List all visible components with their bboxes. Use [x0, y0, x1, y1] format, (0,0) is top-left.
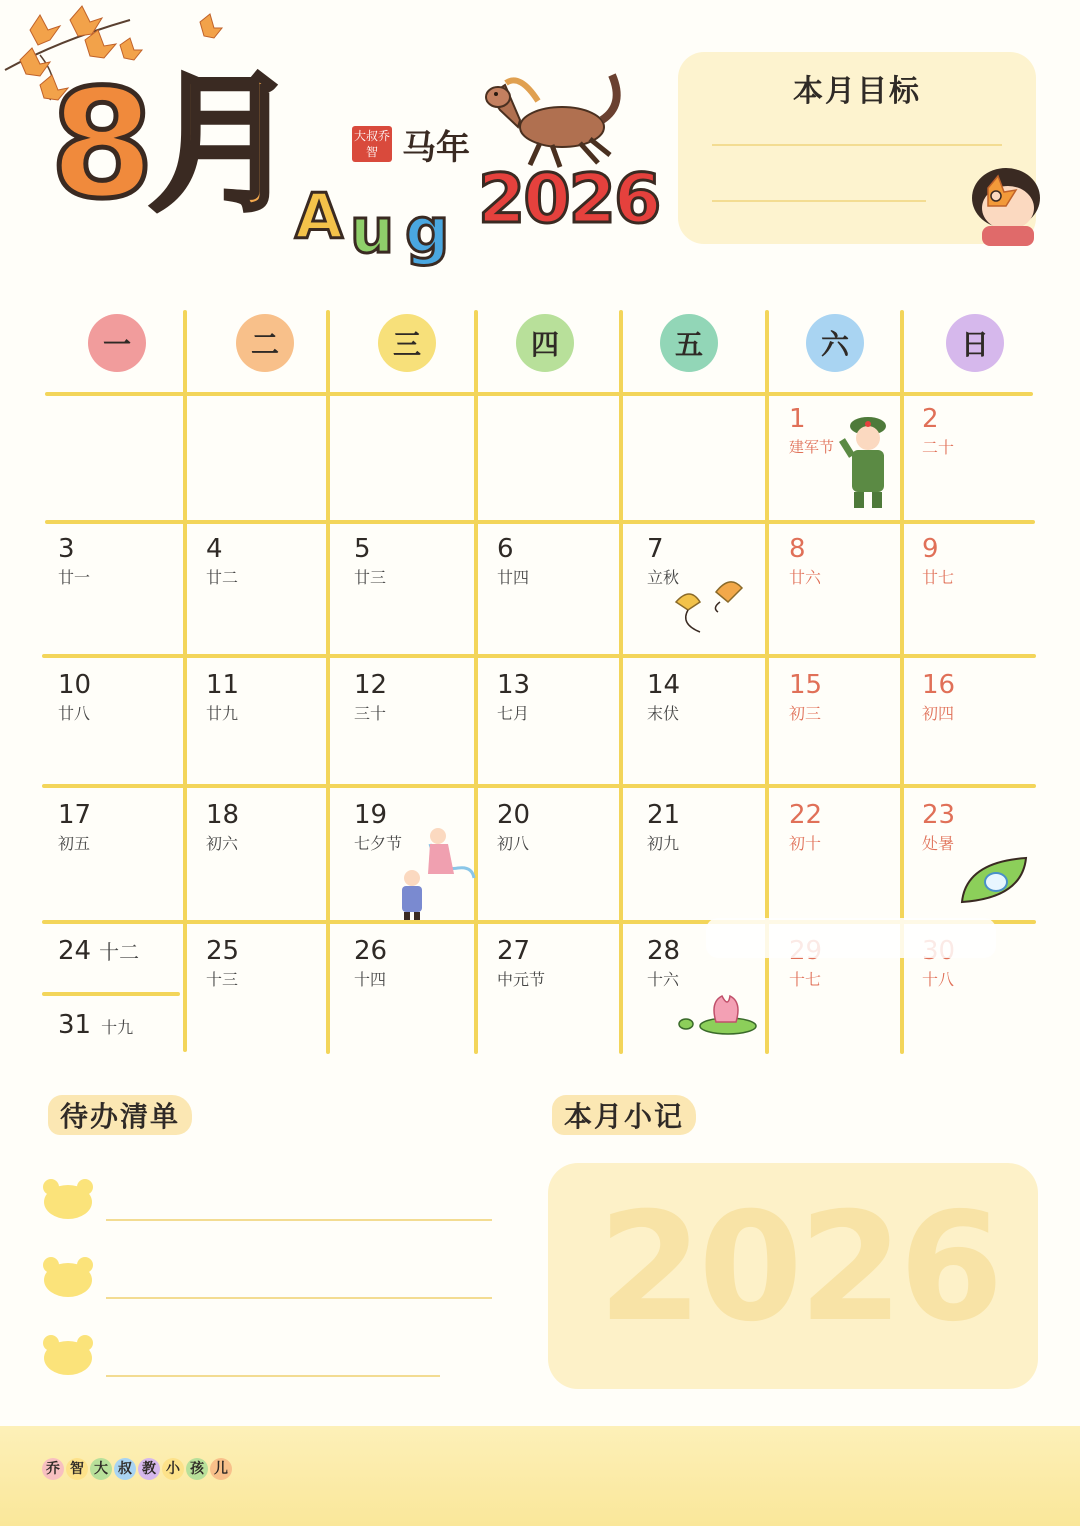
- lunar-date: 末伏: [647, 704, 680, 723]
- lunar-date: 初四: [922, 704, 955, 723]
- grid-line: [326, 310, 330, 1054]
- day-number: 13: [497, 670, 531, 700]
- day-cell[interactable]: [58, 672, 91, 722]
- lunar-date: 初十: [789, 834, 822, 853]
- lunar-date: 廿一: [58, 568, 91, 587]
- day-number: 14: [647, 670, 681, 700]
- day-number: 15: [789, 670, 823, 700]
- day-number: 1: [789, 404, 806, 434]
- lunar-date: 廿三: [354, 568, 387, 587]
- day-number: 17: [58, 800, 92, 830]
- day-cell[interactable]: [789, 672, 822, 722]
- seal-stamp: 大叔乔智: [352, 126, 392, 162]
- day-number: 26: [354, 936, 388, 966]
- grid-line: [42, 654, 1036, 658]
- day-number: 4: [206, 534, 223, 564]
- day-cell[interactable]: [789, 536, 821, 586]
- day-number: 16: [922, 670, 956, 700]
- grid-line: [474, 310, 478, 1054]
- day-cell[interactable]: [922, 406, 954, 456]
- day-number: 25: [206, 936, 240, 966]
- day-cell[interactable]: [58, 802, 91, 852]
- weekday-label: 三: [378, 314, 436, 372]
- day-cell[interactable]: [354, 672, 387, 722]
- goal-line[interactable]: [712, 200, 926, 202]
- lunar-date: 初三: [789, 704, 822, 723]
- day-cell[interactable]: [497, 938, 545, 988]
- goal-line[interactable]: [712, 144, 1002, 146]
- lunar-date: 十七: [789, 970, 822, 989]
- todo-title: 待办清单: [48, 1095, 192, 1135]
- day-number: 6: [497, 534, 514, 564]
- day-cell[interactable]: [58, 938, 139, 964]
- memo-panel[interactable]: [548, 1163, 1038, 1389]
- todo-line[interactable]: [106, 1375, 440, 1377]
- todo-line[interactable]: [106, 1219, 492, 1221]
- day-cell[interactable]: [647, 672, 680, 722]
- day-cell[interactable]: [206, 802, 239, 852]
- lunar-date: 廿六: [789, 568, 822, 587]
- day-cell[interactable]: [206, 536, 238, 586]
- lunar-date: 中元节: [497, 970, 546, 989]
- weekday-label: 日: [946, 314, 1004, 372]
- grid-line: [42, 784, 1036, 788]
- day-cell[interactable]: [354, 938, 387, 988]
- weekday-label: 四: [516, 314, 574, 372]
- day-cell[interactable]: [647, 938, 680, 988]
- day-cell[interactable]: [497, 802, 530, 852]
- day-number: 21: [647, 800, 681, 830]
- lunar-date: 廿二: [206, 568, 239, 587]
- day-number: 20: [497, 800, 531, 830]
- day-cell[interactable]: [922, 536, 954, 586]
- grid-line: [183, 310, 187, 1052]
- watermark-overlay: [706, 918, 996, 958]
- lunar-date: 七月: [497, 704, 530, 723]
- day-number: 24: [58, 936, 92, 966]
- day-cell[interactable]: [789, 406, 834, 455]
- brand-char: 儿: [210, 1458, 232, 1480]
- ginkgo-leaves-icon: [660, 572, 746, 638]
- day-cell[interactable]: [58, 1012, 133, 1038]
- day-number: 22: [789, 800, 823, 830]
- day-number: 11: [206, 670, 240, 700]
- leaf-icon: [956, 852, 1032, 910]
- brand-char: 教: [138, 1458, 160, 1480]
- day-number: 3: [58, 534, 75, 564]
- lunar-date: 十三: [206, 970, 239, 989]
- horse-illustration: [480, 65, 630, 175]
- bear-head-icon: [42, 1256, 94, 1298]
- brand-char: 小: [162, 1458, 184, 1480]
- soldier-saluting-icon: [838, 412, 900, 512]
- year-label: 2026: [478, 160, 660, 239]
- grid-line: [45, 392, 1033, 396]
- day-cell[interactable]: [206, 672, 239, 722]
- memo-title: 本月小记: [552, 1095, 696, 1135]
- grid-line: [42, 992, 180, 996]
- lunar-date: 廿四: [497, 568, 530, 587]
- zodiac-label: 马年: [402, 128, 470, 168]
- lunar-date: 七夕节: [354, 834, 403, 853]
- day-number: 8: [789, 534, 806, 564]
- footer-brand: [42, 1458, 232, 1480]
- day-number: 5: [354, 534, 371, 564]
- day-cell[interactable]: [789, 802, 822, 852]
- brand-char: 孩: [186, 1458, 208, 1480]
- day-number: 19: [354, 800, 388, 830]
- lunar-date: 十六: [647, 970, 680, 989]
- lunar-date: 初五: [58, 834, 91, 853]
- lunar-date: 三十: [354, 704, 387, 723]
- day-number: 7: [647, 534, 664, 564]
- day-cell[interactable]: [647, 802, 680, 852]
- grid-line: [45, 520, 1035, 524]
- day-cell[interactable]: [497, 536, 529, 586]
- day-number: 12: [354, 670, 388, 700]
- brand-char: 智: [66, 1458, 88, 1480]
- day-number: 28: [647, 936, 681, 966]
- aug-letters-decoration: A u g: [295, 180, 450, 267]
- bear-head-icon: [42, 1334, 94, 1376]
- lunar-date: 处暑: [922, 834, 955, 853]
- lunar-date: 初九: [647, 834, 680, 853]
- day-number: 27: [497, 936, 531, 966]
- day-number: 31: [58, 1010, 92, 1040]
- bear-head-icon: [42, 1178, 94, 1220]
- qixi-couple-icon: [388, 822, 478, 922]
- lotus-icon: [676, 988, 758, 1038]
- day-number: 18: [206, 800, 240, 830]
- girl-with-leaf-illustration: [958, 162, 1048, 246]
- lunar-date: 建军节: [789, 438, 835, 456]
- lunar-date: 十二: [99, 940, 140, 964]
- day-number: 9: [922, 534, 939, 564]
- lunar-date: 初六: [206, 834, 239, 853]
- day-number: 2: [922, 404, 939, 434]
- day-cell[interactable]: [922, 802, 955, 852]
- lunar-date: 廿七: [922, 568, 955, 587]
- goal-title: 本月目标: [793, 74, 921, 109]
- weekday-label: 六: [806, 314, 864, 372]
- lunar-date: 初八: [497, 834, 530, 853]
- todo-line[interactable]: [106, 1297, 492, 1299]
- weekday-label: 二: [236, 314, 294, 372]
- lunar-date: 廿八: [58, 704, 91, 723]
- grid-line: [619, 310, 623, 1054]
- day-number: 10: [58, 670, 92, 700]
- weekday-label: 一: [88, 314, 146, 372]
- lunar-date: 立秋: [647, 568, 680, 587]
- lunar-date: 十九: [101, 1018, 134, 1037]
- lunar-date: 二十: [922, 438, 955, 457]
- day-cell[interactable]: [497, 672, 530, 722]
- day-cell[interactable]: [354, 536, 386, 586]
- month-digit: 8: [50, 58, 149, 232]
- day-cell[interactable]: [206, 938, 239, 988]
- day-number: 23: [922, 800, 956, 830]
- day-cell[interactable]: [58, 536, 90, 586]
- memo-watermark-year: 2026: [598, 1181, 1000, 1355]
- month-char: 月: [148, 58, 293, 232]
- brand-char: 叔: [114, 1458, 136, 1480]
- brand-char: 乔: [42, 1458, 64, 1480]
- weekday-label: 五: [660, 314, 718, 372]
- lunar-date: 十八: [922, 970, 955, 989]
- day-cell[interactable]: [922, 672, 955, 722]
- brand-char: 大: [90, 1458, 112, 1480]
- lunar-date: 十四: [354, 970, 387, 989]
- lunar-date: 廿九: [206, 704, 239, 723]
